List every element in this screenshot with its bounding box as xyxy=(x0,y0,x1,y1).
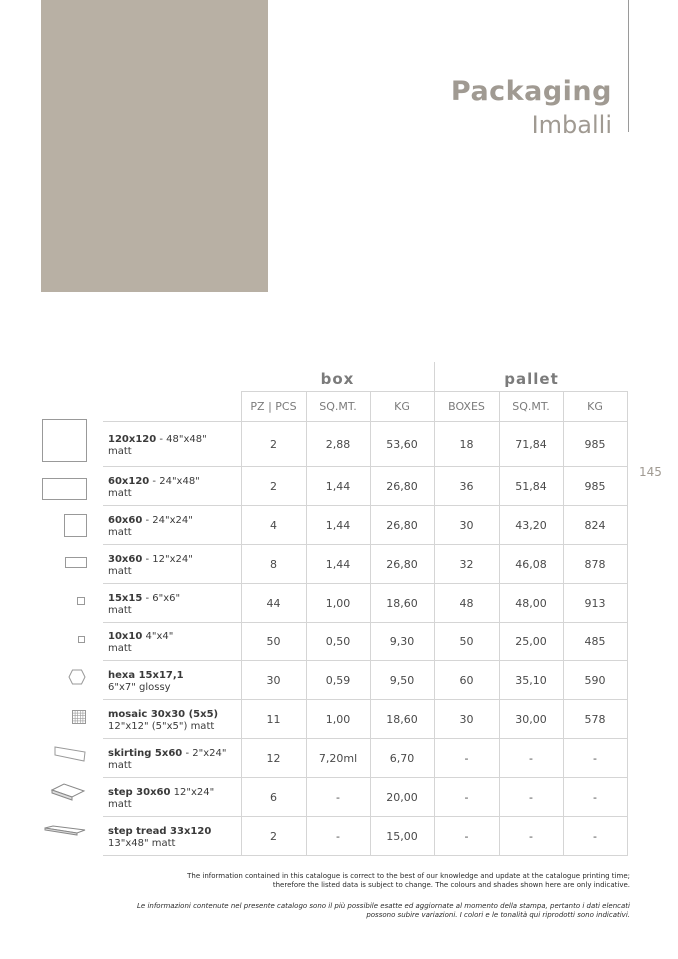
step-icon xyxy=(50,783,86,801)
product-cell xyxy=(103,661,241,700)
value-cell: 43,20 xyxy=(499,506,563,545)
value-cell: 878 xyxy=(563,545,627,584)
product-cell xyxy=(103,545,241,584)
value-cell: 6,70 xyxy=(370,739,434,778)
value-cell: 18 xyxy=(434,422,499,467)
value-cell: 8 xyxy=(241,545,306,584)
value-cell: 1,00 xyxy=(306,700,370,739)
product-dims: - 6"x6" xyxy=(142,592,181,604)
table-row xyxy=(103,623,627,661)
value-cell: 4 xyxy=(241,506,306,545)
value-cell: 30 xyxy=(241,661,306,700)
value-cell: 6 xyxy=(241,778,306,817)
hexagon-icon xyxy=(68,669,86,685)
group-header-pallet: pallet xyxy=(504,370,559,388)
product-finish: matt xyxy=(108,643,132,654)
product-finish: matt xyxy=(108,565,132,577)
table-row xyxy=(103,545,627,584)
value-cell: - xyxy=(306,817,370,856)
table-row xyxy=(103,506,627,545)
value-cell: 985 xyxy=(563,422,627,467)
rectangle-small-icon xyxy=(65,557,87,568)
value-cell: 36 xyxy=(434,467,499,506)
value-cell: 2,88 xyxy=(306,422,370,467)
value-cell: - xyxy=(563,739,627,778)
value-cell: 9,30 xyxy=(370,623,434,661)
value-cell: 9,50 xyxy=(370,661,434,700)
value-cell: 2 xyxy=(241,422,306,467)
value-cell: 485 xyxy=(563,623,627,661)
value-cell: - xyxy=(434,739,499,778)
value-cell: 50 xyxy=(434,623,499,661)
value-cell: 60 xyxy=(434,661,499,700)
table-header-row xyxy=(103,392,627,422)
product-name: 10x10 xyxy=(108,631,143,642)
product-finish: matt xyxy=(108,487,132,499)
product-cell xyxy=(103,467,241,506)
value-cell: 18,60 xyxy=(370,584,434,623)
product-cell xyxy=(103,778,241,817)
value-cell: 26,80 xyxy=(370,506,434,545)
value-cell: 985 xyxy=(563,467,627,506)
value-cell: - xyxy=(499,778,563,817)
value-cell: 15,00 xyxy=(370,817,434,856)
header-cell-box-kg: KG xyxy=(370,392,434,422)
product-finish: 6"x7" glossy xyxy=(108,681,171,693)
mosaic-grid-icon xyxy=(72,710,86,724)
disclaimer-it-line-1: Le informazioni contenute nel presente catalogo sono il più possibile esatte ed aggiornate al momento della stampa, pertanto i dati elencati xyxy=(137,902,630,910)
table-row xyxy=(103,817,627,856)
table-row xyxy=(103,422,627,467)
table-row xyxy=(103,584,627,623)
table-row xyxy=(103,739,627,778)
value-cell: - xyxy=(499,817,563,856)
product-dims: 12"x24" xyxy=(170,786,215,798)
product-cell xyxy=(103,506,241,545)
product-finish: matt xyxy=(108,759,132,771)
value-cell: 30 xyxy=(434,506,499,545)
disclaimer-en-line-1: The information contained in this catalogue is correct to the best of our knowledge and update at the catalogue printing time; xyxy=(187,872,630,880)
rectangle-wide-icon xyxy=(42,478,87,500)
product-dims: - 24"x24" xyxy=(142,514,193,526)
value-cell: 30 xyxy=(434,700,499,739)
product-dims: - 48"x48" xyxy=(156,433,207,445)
value-cell: 1,00 xyxy=(306,584,370,623)
value-cell: 0,59 xyxy=(306,661,370,700)
product-finish: matt xyxy=(108,798,132,810)
value-cell: - xyxy=(306,778,370,817)
value-cell: 913 xyxy=(563,584,627,623)
value-cell: 46,08 xyxy=(499,545,563,584)
product-cell xyxy=(103,700,241,739)
packaging-table xyxy=(103,391,628,856)
table-row xyxy=(103,467,627,506)
product-cell xyxy=(103,817,241,856)
value-cell: 48 xyxy=(434,584,499,623)
disclaimer-it-line-2: possono subire variazioni. I colori e le tonalità qui riprodotti sono indicativi. xyxy=(366,911,630,919)
value-cell: 50 xyxy=(241,623,306,661)
square-medium-icon xyxy=(64,514,87,537)
header-divider xyxy=(628,0,629,132)
value-cell: - xyxy=(499,739,563,778)
product-name: 120x120 xyxy=(108,433,157,445)
product-finish: 13"x48" matt xyxy=(108,837,176,849)
product-cell xyxy=(103,422,241,467)
header-cell-boxes: BOXES xyxy=(434,392,499,422)
step-tread-icon xyxy=(44,825,86,837)
skirting-icon xyxy=(54,746,86,762)
value-cell: 25,00 xyxy=(499,623,563,661)
square-small-icon xyxy=(77,597,85,605)
table-row xyxy=(103,700,627,739)
product-dims: - 12"x24" xyxy=(142,553,193,565)
disclaimer-en-line-2: therefore the listed data is subject to change. The colours and shades shown here are only indicative. xyxy=(272,881,630,889)
product-name: skirting 5x60 xyxy=(108,747,183,759)
product-name: step 30x60 xyxy=(108,786,171,798)
product-dims: 4"x4" xyxy=(142,631,174,642)
value-cell: 12 xyxy=(241,739,306,778)
value-cell: 26,80 xyxy=(370,467,434,506)
product-name: mosaic 30x30 (5x5) xyxy=(108,708,219,720)
value-cell: 30,00 xyxy=(499,700,563,739)
product-name: 30x60 xyxy=(108,553,143,565)
value-cell: - xyxy=(434,778,499,817)
value-cell: 7,20ml xyxy=(306,739,370,778)
value-cell: 590 xyxy=(563,661,627,700)
product-name: hexa 15x17,1 xyxy=(108,669,184,681)
value-cell: - xyxy=(434,817,499,856)
product-cell xyxy=(103,623,241,661)
value-cell: 1,44 xyxy=(306,545,370,584)
product-name: 15x15 xyxy=(108,592,143,604)
table-row xyxy=(103,661,627,700)
value-cell: - xyxy=(563,817,627,856)
page-number: 145 xyxy=(639,465,662,479)
value-cell: 18,60 xyxy=(370,700,434,739)
product-name: step tread 33x120 xyxy=(108,825,212,837)
table-row xyxy=(103,778,627,817)
product-cell xyxy=(103,584,241,623)
product-finish: matt xyxy=(108,445,132,457)
value-cell: 44 xyxy=(241,584,306,623)
product-finish: 12"x12" (5"x5") matt xyxy=(108,720,215,732)
value-cell: 2 xyxy=(241,467,306,506)
header-cell-pallet-sqmt: SQ.MT. xyxy=(499,392,563,422)
product-dims: - 2"x24" xyxy=(182,747,227,759)
value-cell: 0,50 xyxy=(306,623,370,661)
value-cell: 11 xyxy=(241,700,306,739)
value-cell: 71,84 xyxy=(499,422,563,467)
value-cell: 1,44 xyxy=(306,467,370,506)
group-header-box: box xyxy=(320,370,355,388)
product-dims: - 24"x48" xyxy=(149,475,200,487)
header-cell-pcs: PZ | PCS xyxy=(241,392,306,422)
page-subtitle: Imballi xyxy=(531,111,612,139)
product-finish: matt xyxy=(108,604,132,616)
header-cell-blank xyxy=(103,392,241,422)
product-name: 60x120 xyxy=(108,475,150,487)
product-finish: matt xyxy=(108,526,132,538)
page-title: Packaging xyxy=(450,76,612,107)
value-cell: 578 xyxy=(563,700,627,739)
square-tiny-icon xyxy=(78,636,85,643)
product-name: 60x60 xyxy=(108,514,143,526)
value-cell: 51,84 xyxy=(499,467,563,506)
color-swatch xyxy=(41,0,268,292)
header-cell-box-sqmt: SQ.MT. xyxy=(306,392,370,422)
value-cell: 32 xyxy=(434,545,499,584)
value-cell: 53,60 xyxy=(370,422,434,467)
value-cell: 824 xyxy=(563,506,627,545)
value-cell: 48,00 xyxy=(499,584,563,623)
value-cell: 20,00 xyxy=(370,778,434,817)
value-cell: 26,80 xyxy=(370,545,434,584)
value-cell: 2 xyxy=(241,817,306,856)
header-cell-pallet-kg: KG xyxy=(563,392,627,422)
square-large-icon xyxy=(42,419,87,462)
value-cell: - xyxy=(563,778,627,817)
value-cell: 1,44 xyxy=(306,506,370,545)
product-cell xyxy=(103,739,241,778)
value-cell: 35,10 xyxy=(499,661,563,700)
